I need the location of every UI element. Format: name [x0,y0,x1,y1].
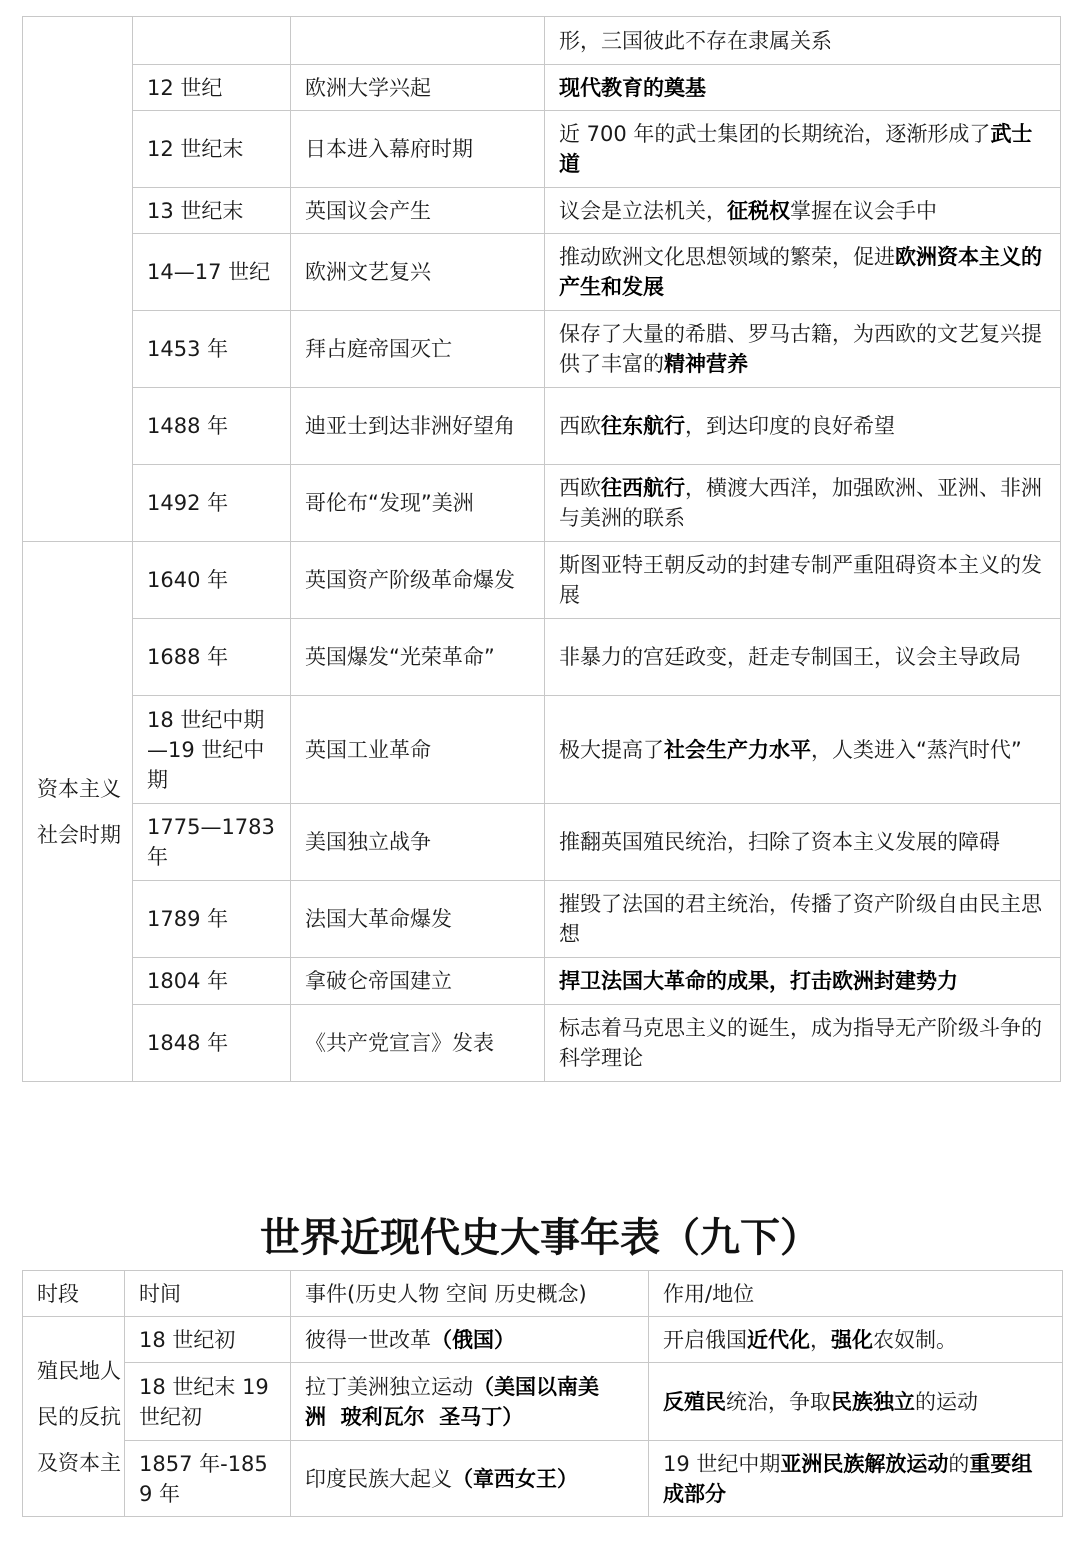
effect-cell: 19 世纪中期亚洲民族解放运动的重要组成部分 [649,1441,1063,1517]
event-cell: 日本进入幕府时期 [291,111,545,188]
table-row [23,1005,1061,1082]
time-cell: 13 世纪末 [133,188,291,234]
time-cell: 1775—1783 年 [133,804,291,881]
effect-cell: 西欧往东航行，到达印度的良好希望 [545,388,1061,465]
effect-cell: 推翻英国殖民统治，扫除了资本主义发展的障碍 [545,804,1061,881]
table-row [23,465,1061,542]
event-cell: 美国独立战争 [291,804,545,881]
timeline-table-upper [22,16,1061,1082]
effect-cell: 保存了大量的希腊、罗马古籍，为西欧的文艺复兴提供了丰富的精神营养 [545,311,1061,388]
table-row [23,1441,1063,1517]
page-title: 世界近现代史大事年表（九下） [260,1214,820,1261]
event-cell: 欧洲大学兴起 [291,65,545,111]
time-cell: 1804 年 [133,958,291,1005]
table-row [23,17,1061,65]
event-cell: 英国爆发“光荣革命” [291,619,545,696]
event-cell: 欧洲文艺复兴 [291,234,545,311]
time-cell: 18 世纪末 19 世纪初 [125,1363,291,1441]
time-cell: 1453 年 [133,311,291,388]
table-row [23,65,1061,111]
event-cell: 迪亚士到达非洲好望角 [291,388,545,465]
effect-cell [545,65,1061,111]
time-cell: 1688 年 [133,619,291,696]
table-row [23,1317,1063,1363]
time-cell: 14—17 世纪 [133,234,291,311]
column-header: 时间 [125,1271,291,1317]
period-cell-empty [23,17,133,542]
effect-cell: 斯图亚特王朝反动的封建专制严重阻碍资本主义的发展 [545,542,1061,619]
time-cell: 1789 年 [133,881,291,958]
column-header: 作用/地位 [649,1271,1063,1317]
bold-text: 捍卫法国大革命的成果，打击欧洲封建势力 [559,969,958,993]
time-cell: 1857 年-1859 年 [125,1441,291,1517]
effect-cell: 极大提高了社会生产力水平，人类进入“蒸汽时代” [545,696,1061,804]
time-cell: 1492 年 [133,465,291,542]
event-cell: 哥伦布“发现”美洲 [291,465,545,542]
event-cell: 英国工业革命 [291,696,545,804]
table-row [23,958,1061,1005]
table-row [23,696,1061,804]
event-cell: 拿破仑帝国建立 [291,958,545,1005]
effect-cell: 开启俄国近代化，强化农奴制。 [649,1317,1063,1363]
bold-text: 现代教育的奠基 [559,75,706,100]
table-row [23,188,1061,234]
time-cell: 1640 年 [133,542,291,619]
period-cell: 资本主义社会时期 [23,542,133,1082]
period-cell: 殖民地人民的反抗及资本主 [23,1317,125,1517]
column-header: 时段 [23,1271,125,1317]
time-cell: 18 世纪初 [125,1317,291,1363]
time-cell [133,17,291,65]
event-cell: 彼得一世改革（俄国） [291,1317,649,1363]
table-row [23,542,1061,619]
effect-cell: 推动欧洲文化思想领域的繁荣，促进欧洲资本主义的产生和发展 [545,234,1061,311]
effect-cell: 反殖民统治，争取民族独立的运动 [649,1363,1063,1441]
event-cell: 英国议会产生 [291,188,545,234]
table-header-row [23,1271,1063,1317]
time-cell: 18 世纪中期—19 世纪中期 [133,696,291,804]
table-row [23,311,1061,388]
event-cell: 印度民族大起义（章西女王） [291,1441,649,1517]
table-row [23,1363,1063,1441]
event-cell: 法国大革命爆发 [291,881,545,958]
effect-cell: 摧毁了法国的君主统治，传播了资产阶级自由民主思想 [545,881,1061,958]
event-cell: 拉丁美洲独立运动（美国以南美洲 玻利瓦尔 圣马丁） [291,1363,649,1441]
effect-cell: 非暴力的宫廷政变，赶走专制国王，议会主导政局 [545,619,1061,696]
event-cell: 《共产党宣言》发表 [291,1005,545,1082]
timeline-table-lower [22,1270,1063,1517]
effect-cell: 标志着马克思主义的诞生，成为指导无产阶级斗争的科学理论 [545,1005,1061,1082]
time-cell: 1848 年 [133,1005,291,1082]
event-cell: 拜占庭帝国灭亡 [291,311,545,388]
time-cell: 12 世纪 [133,65,291,111]
table-row [23,388,1061,465]
table-row [23,619,1061,696]
effect-cell: 西欧往西航行，横渡大西洋，加强欧洲、亚洲、非洲与美洲的联系 [545,465,1061,542]
table-row [23,804,1061,881]
table-row [23,881,1061,958]
table-row [23,111,1061,188]
effect-cell: 形，三国彼此不存在隶属关系 [545,17,1061,65]
column-header: 事件(历史人物 空间 历史概念) [291,1271,649,1317]
event-cell: 英国资产阶级革命爆发 [291,542,545,619]
effect-cell: 近 700 年的武士集团的长期统治，逐渐形成了武士道 [545,111,1061,188]
effect-cell: 议会是立法机关，征税权掌握在议会手中 [545,188,1061,234]
time-cell: 1488 年 [133,388,291,465]
table-row [23,234,1061,311]
time-cell: 12 世纪末 [133,111,291,188]
effect-cell [545,958,1061,1005]
event-cell [291,17,545,65]
